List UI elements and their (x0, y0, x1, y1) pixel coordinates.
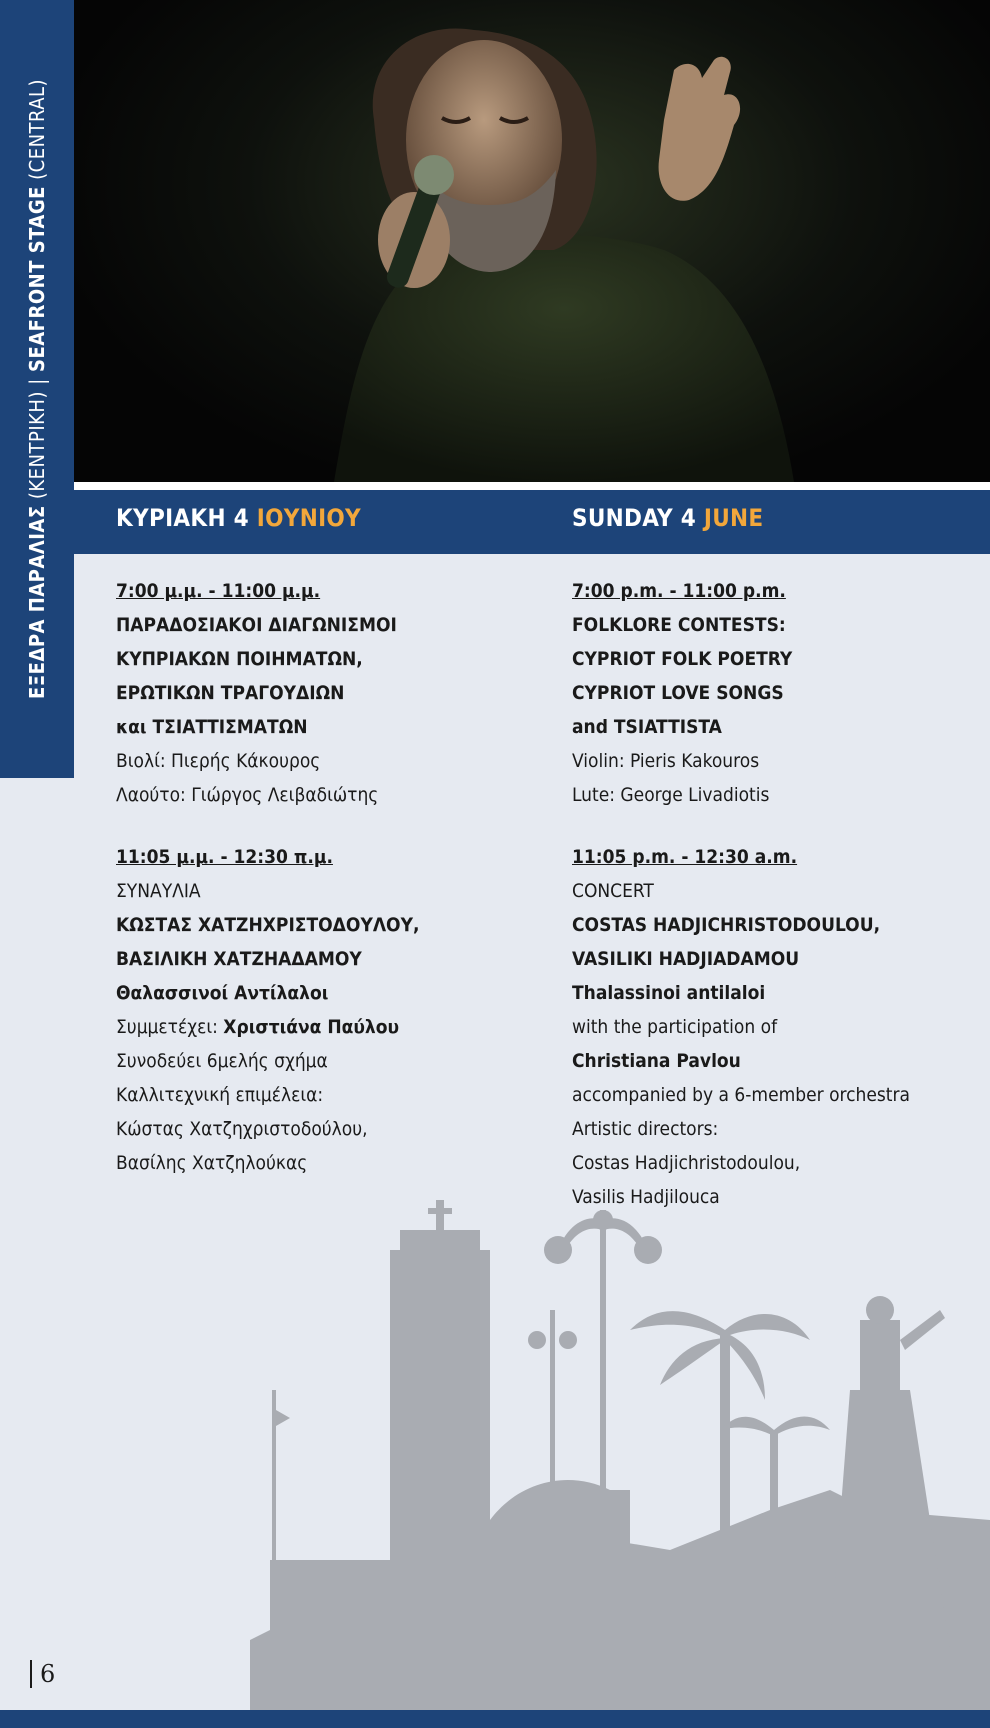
event-type: CONCERT (572, 880, 654, 902)
event-detail: Lute: George Livadiotis (572, 784, 770, 806)
event-time: 7:00 μ.μ. - 11:00 μ.μ. (116, 580, 321, 602)
event-type: ΣΥΝΑΥΛΙΑ (116, 880, 201, 902)
participation-name: Christiana Pavlou (572, 1050, 741, 1072)
date-en-day: SUNDAY 4 (572, 504, 697, 532)
city-skyline-illustration (250, 1190, 990, 1710)
photo-divider (74, 482, 990, 490)
orchestra-note: Συνοδεύει 6μελής σχήμα (116, 1050, 328, 1072)
date-gr-day: ΚΥΡΙΑΚΗ 4 (116, 504, 249, 532)
event-folklore-gr (116, 574, 536, 812)
artist-name: ΒΑΣΙΛΙΚΗ ΧΑΤΖΗΑΔΑΜΟΥ (116, 948, 362, 970)
show-title: Thalassinoi antilaloi (572, 982, 766, 1004)
participation-label: with the participation of (572, 1016, 778, 1038)
event-folklore-en (572, 574, 972, 812)
event-title-line: and TSIATTISTA (572, 716, 722, 738)
greek-program (116, 574, 536, 1208)
event-title-line: ΠΑΡΑΔΟΣΙΑΚΟΙ ΔΙΑΓΩΝΙΣΜΟΙ (116, 614, 397, 636)
event-time: 11:05 μ.μ. - 12:30 π.μ. (116, 846, 333, 868)
date-en (572, 504, 763, 532)
orchestra-note: accompanied by a 6-member orchestra (572, 1084, 911, 1106)
event-title-line: ΚΥΠΡΙΑΚΩΝ ΠΟΙΗΜΑΤΩΝ, (116, 648, 363, 670)
english-program (572, 574, 972, 1242)
venue-en: SEAFRONT STAGE (25, 186, 49, 372)
venue-gr: ΕΞΕΔΡΑ ΠΑΡΑΛΙΑΣ (25, 505, 49, 700)
event-title-line: CYPRIOT FOLK POETRY (572, 648, 793, 670)
event-title-line: ΕΡΩΤΙΚΩΝ ΤΡΑΓΟΥΔΙΩΝ (116, 682, 345, 704)
event-detail: Λαούτο: Γιώργος Λειβαδιώτης (116, 784, 379, 806)
event-detail: Βιολί: Πιερής Κάκουρος (116, 750, 321, 772)
date-gr-month: ΙΟΥΝΙΟΥ (256, 504, 361, 532)
event-time: 11:05 p.m. - 12:30 a.m. (572, 846, 798, 868)
participation (116, 1010, 536, 1044)
event-concert-gr (116, 840, 536, 1180)
date-en-month: JUNE (703, 504, 764, 532)
date-header (74, 490, 990, 554)
page-number: 6 (30, 1660, 55, 1688)
event-concert-en (572, 840, 972, 1214)
venue-separator: | (25, 378, 49, 385)
direction-label: Καλλιτεχνική επιμέλεια: (116, 1084, 324, 1106)
artist-name: VASILIKI HADJIADAMOU (572, 948, 800, 970)
director-name: Κώστας Χατζηχριστοδούλου, (116, 1118, 368, 1140)
venue-gr-sub: (ΚΕΝΤΡΙΚΗ) (25, 391, 49, 500)
event-title-line: CYPRIOT LOVE SONGS (572, 682, 784, 704)
show-title: Θαλασσινοί Αντίλαλοι (116, 982, 329, 1004)
direction-label: Artistic directors: (572, 1118, 719, 1140)
director-name: Costas Hadjichristodoulou, (572, 1152, 801, 1174)
artist-name: ΚΩΣΤΑΣ ΧΑΤΖΗΧΡΙΣΤΟΔΟΥΛΟΥ, (116, 914, 420, 936)
director-name: Vasilis Hadjilouca (572, 1186, 720, 1208)
venue-label (25, 79, 49, 699)
participation-name: Χριστιάνα Παύλου (223, 1016, 400, 1038)
event-title-line: και ΤΣΙΑΤΤΙΣΜΑΤΩΝ (116, 716, 308, 738)
singer-photo (74, 0, 990, 482)
venue-en-sub: (CENTRAL) (25, 78, 49, 180)
venue-sidebar (0, 0, 74, 778)
event-time: 7:00 p.m. - 11:00 p.m. (572, 580, 786, 602)
participation-label: Συμμετέχει: (116, 1016, 218, 1038)
director-name: Βασίλης Χατζηλούκας (116, 1152, 308, 1174)
footer-band (0, 1710, 990, 1728)
artist-name: COSTAS HADJICHRISTODOULOU, (572, 914, 881, 936)
event-title-line: FOLKLORE CONTESTS: (572, 614, 786, 636)
event-detail: Violin: Pieris Kakouros (572, 750, 760, 772)
date-gr (116, 504, 361, 532)
